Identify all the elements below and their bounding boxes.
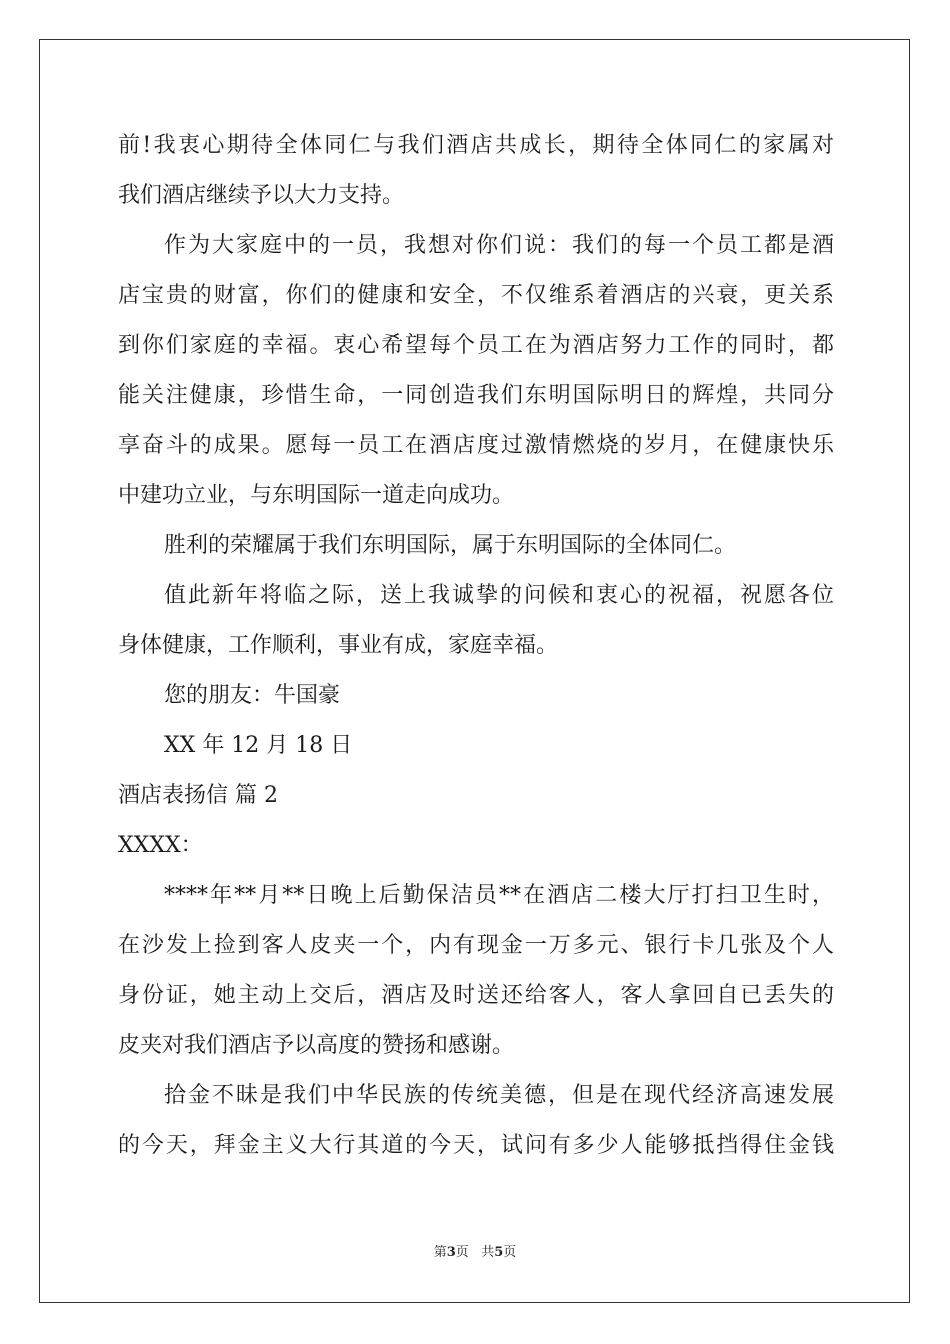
text-line: 我们酒店继续予以大力支持。	[118, 183, 405, 208]
text-line: 胜利的荣耀属于我们东明国际，属于东明国际的全体同仁。	[164, 533, 737, 558]
text-line: ****年**月**日晚上后勤保洁员**在酒店二楼大厅打扫卫生时，	[164, 883, 834, 908]
text-line: 中建功立业，与东明国际一道走向成功。	[118, 483, 515, 508]
total-page-number: 5	[494, 1245, 504, 1260]
text-line: 作为大家庭中的一员，我想对你们说：我们的每一个员工都是酒	[164, 233, 834, 258]
text-line: 身体健康，工作顺利，事业有成，家庭幸福。	[118, 633, 559, 658]
current-page-number: 3	[446, 1245, 456, 1260]
total-suffix: 页	[503, 1245, 517, 1260]
text-line: 店宝贵的财富，你们的健康和安全，不仅维系着酒店的兴衰，更关系	[118, 283, 834, 308]
page-prefix: 第	[433, 1245, 447, 1260]
page-suffix: 页	[455, 1245, 469, 1260]
page-footer	[0, 1245, 950, 1261]
text-line: 值此新年将临之际，送上我诚挚的问候和衷心的祝福，祝愿各位	[164, 583, 834, 608]
text-line: 享奋斗的成果。愿每一员工在酒店度过激情燃烧的岁月，在健康快乐	[118, 433, 834, 458]
text-line: 前!我衷心期待全体同仁与我们酒店共成长，期待全体同仁的家属对	[118, 133, 834, 158]
signature-line: 您的朋友：牛国豪	[164, 683, 341, 708]
total-prefix: 共	[481, 1245, 495, 1260]
section-heading: 酒店表扬信 篇 2	[118, 783, 278, 808]
text-line: 身份证，她主动上交后，酒店及时送还给客人，客人拿回自已丢失的	[118, 983, 834, 1008]
text-line: 能关注健康，珍惜生命，一同创造我们东明国际明日的辉煌，共同分	[118, 383, 834, 408]
date-line: XX 年 12 月 18 日	[164, 733, 353, 758]
text-line: 在沙发上捡到客人皮夹一个，内有现金一万多元、银行卡几张及个人	[118, 933, 834, 958]
text-line: 到你们家庭的幸福。衷心希望每个员工在为酒店努力工作的同时，都	[118, 333, 834, 358]
salutation: XXXX：	[118, 833, 203, 858]
text-line: 拾金不昧是我们中华民族的传统美德，但是在现代经济高速发展	[164, 1083, 834, 1108]
text-line: 的今天，拜金主义大行其道的今天，试问有多少人能够抵挡得住金钱	[118, 1133, 834, 1158]
text-line: 皮夹对我们酒店予以高度的赞扬和感谢。	[118, 1033, 515, 1058]
